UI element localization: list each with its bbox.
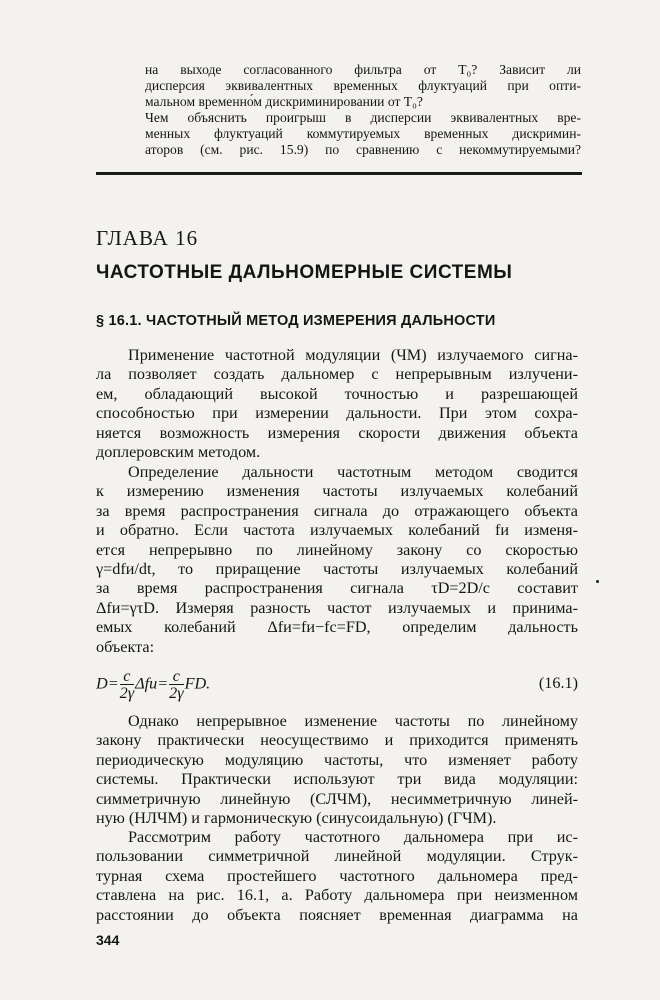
question-line: на выходе согласованного фильтра от T₀? Зависит ли bbox=[145, 62, 581, 77]
question-line: мальном временно́м дискриминировании от T₀? bbox=[145, 94, 423, 109]
text-line: способностью при измерении дальности. При этом сохра- bbox=[96, 404, 578, 423]
text-line: Однако непрерывное изменение частоты по линейному bbox=[128, 712, 578, 730]
equation-lhs: D= bbox=[96, 674, 119, 693]
question-line: аторов (см. рис. 15.9) по сравнению с некоммутируемыми? bbox=[145, 142, 581, 157]
fraction bbox=[169, 668, 183, 702]
equation-mid: Δfи= bbox=[135, 674, 169, 693]
equation-16-1 bbox=[96, 664, 578, 708]
text-line: объекта: bbox=[96, 637, 155, 656]
text-line: пользовании симметричной линейной модуляции. Струк- bbox=[96, 847, 578, 866]
text-line: расстоянии до объекта поясняет временная диаграмма на bbox=[96, 905, 578, 924]
fraction-denominator: 2γ bbox=[169, 684, 184, 702]
paragraph-1 bbox=[96, 346, 578, 462]
text-line: закону практически неосуществимо и приходится применять bbox=[96, 731, 578, 750]
text-line: Определение дальности частотным методом сводится bbox=[128, 463, 578, 481]
fraction-numerator: c bbox=[169, 668, 183, 685]
text-line: няется возможность измерения скорости движения объекта bbox=[96, 423, 578, 442]
text-line: периодическую модуляцию частоты, что изменяет работу bbox=[96, 750, 578, 769]
equation-body bbox=[96, 668, 210, 702]
text-line: за время распространения сигнала до отражающего объекта bbox=[96, 501, 578, 520]
text-line: Применение частотной модуляции (ЧМ) излучаемого сигна- bbox=[128, 346, 578, 364]
text-line: ставлена на рис. 16.1, a. Работу дальномера при неизменном bbox=[96, 886, 578, 905]
text-line: γ=dfи/dt, то приращение частоты излучаемых колебаний bbox=[96, 560, 578, 579]
page-number: 344 bbox=[96, 932, 120, 948]
text-line: ется непрерывно по линейному закону со скоростью bbox=[96, 540, 578, 559]
review-questions bbox=[145, 62, 581, 158]
text-line: Рассмотрим работу частотного дальномера при ис- bbox=[128, 828, 578, 846]
text-line: к измерению изменения частоты излучаемых колебаний bbox=[96, 482, 578, 501]
text-line: за время распространения сигнала τD=2D/c составит bbox=[96, 579, 578, 598]
text-line: и обратно. Если частота излучаемых колебаний fи изменя- bbox=[96, 521, 578, 540]
text-line: турная схема простейшего частотного дальномера пред- bbox=[96, 866, 578, 885]
question-line: дисперсия эквивалентных временных флуктуаций при опти- bbox=[145, 78, 581, 93]
ink-speck bbox=[596, 580, 599, 583]
text-line: доплеровским методом. bbox=[96, 443, 261, 462]
text-line: системы. Практически используют три вида модуляции: bbox=[96, 770, 578, 789]
text-line: симметричную линейную (СЛЧМ), несимметричную линей- bbox=[96, 789, 578, 808]
text-line: емых колебаний Δfи=fи−fc=FD, определим дальность bbox=[96, 618, 578, 637]
section-title: § 16.1. ЧАСТОТНЫЙ МЕТОД ИЗМЕРЕНИЯ ДАЛЬНОСТИ bbox=[96, 313, 496, 329]
equation-rhs: FD. bbox=[184, 674, 211, 693]
paragraph-3 bbox=[96, 712, 578, 828]
text-line: ла позволяет создать дальномер с непрерывным излучени- bbox=[96, 365, 578, 384]
chapter-title: ЧАСТОТНЫЕ ДАЛЬНОМЕРНЫЕ СИСТЕМЫ bbox=[96, 262, 513, 283]
fraction-denominator: 2γ bbox=[119, 684, 135, 702]
question-line: менных флуктуаций коммутируемых временных дискримин- bbox=[145, 126, 581, 141]
fraction-numerator: c bbox=[120, 668, 134, 685]
question-line: Чем объяснить проигрыш в дисперсии эквивалентных вре- bbox=[145, 110, 581, 125]
fraction bbox=[120, 668, 134, 702]
text-line: ную (НЛЧМ) и гармоническую (синусоидальную) (ГЧМ). bbox=[96, 809, 497, 828]
paragraph-4 bbox=[96, 828, 578, 925]
paragraph-2 bbox=[96, 463, 578, 657]
equation-number: (16.1) bbox=[538, 674, 578, 692]
divider-rule bbox=[96, 172, 582, 175]
chapter-label: ГЛАВА 16 bbox=[96, 226, 199, 250]
text-line: Δfи=γτD. Измеряя разность частот излучаемых и принима- bbox=[96, 598, 578, 617]
text-line: ем, обладающий высокой точностью и разрешающей bbox=[96, 384, 578, 403]
